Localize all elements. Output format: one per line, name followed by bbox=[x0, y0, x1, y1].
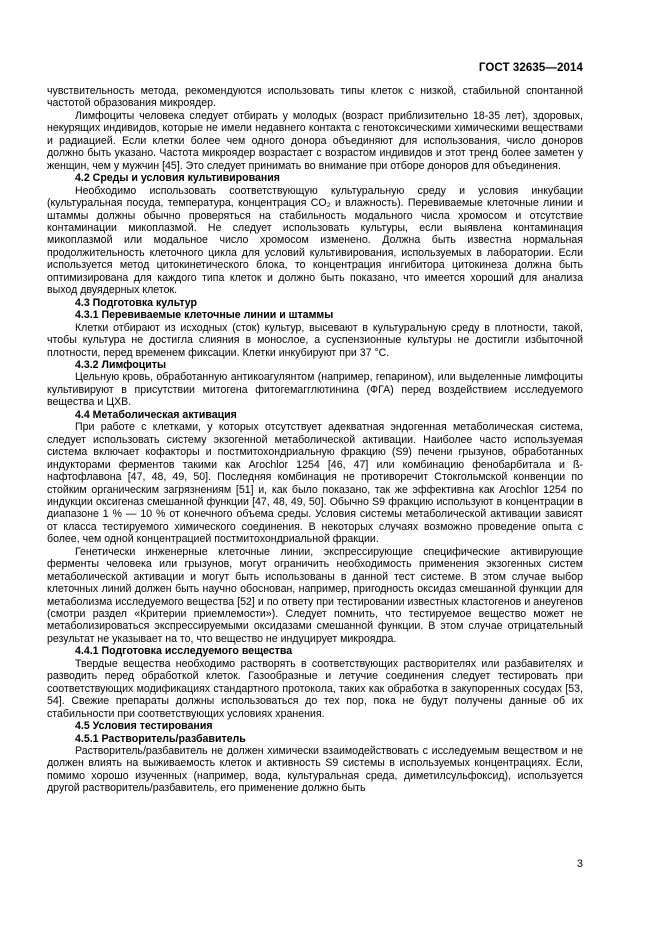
heading-4-2: 4.2 Среды и условия культивирования bbox=[75, 172, 280, 185]
para-culture-media: Необходимо использовать соответствующую культуральную среду и условия инкубации (культуральная посуда, температура, концентрация CO₂ и влажность). Перевиваемые клеточные линии и штаммы должны обычно проверяться на стабильность модального числа хромосом и отсутствие контаминации микоплазмой. Не следует использовать культуры, если выявлена контаминация микоплазмой или модальное число хромосом изменено. Должна быть известна нормальная продолжительность клеточного цикла для условий культивирования, используемых в лаборатории. Если используется метод цитокинетического блока, то концентрация ингибитора цитокинеза должна быть оптимизирована для каждого типа клеток и должно быть показано, что имеется хороший для анализа выход двуядерных клеток. bbox=[47, 184, 583, 297]
para-cell-lines: Клетки отбирают из исходных (сток) культур, высевают в культуральную среду в плотности, такой, чтобы культура не достигла слияния в монослое, а суспензионные культуры не достигли избыточной плотности, перед временем фиксации. Клетки инкубируют при 37 °С. bbox=[47, 321, 583, 359]
para-metabolic-activation: При работе с клетками, у которых отсутствует адекватная эндогенная метаболическая система, следует использовать систему экзогенной метаболической активации. Наиболее часто используемая система включает кофакторы и постмитохондриальную фракцию (S9) печени грызунов, обработанных индукторами ферментов такими как Arochlor 1254 [46, 47] или комбинацию фенобарбитала и ß-нафтофлавона [47, 48, 49, 50]. Последняя комбинация не противоречит Стокгольмской конвенции по стойким органическим загрязнениям [51] и, как было показано, так же эффективна как Arochlor 1254 по индукции оксигеназ смешанной функции [47, 48, 49, 50]. Обычно S9 фракцию используют в концентрации в диапазоне 1 % — 10 % от конечного объема среды. Условия системы метаболической активации зависят от класса тестируемого химического соединения. В некоторых случаях возможно проведение опыта с более, чем одной концентрацией постмитохондриальной фракции. bbox=[47, 421, 583, 546]
heading-4-3-2: 4.3.2 Лимфоциты bbox=[75, 358, 167, 371]
heading-4-4: 4.4 Метаболическая активация bbox=[75, 408, 237, 421]
para-test-substance: Твердые вещества необходимо растворять в соответствующих растворителях или разбавителях и разводить перед обработкой клеток. Газообразные и летучие соединения следует тестировать при соответствующих модификациях стандартного протокола, таких как обработка в закупоренных сосудах [53, 54]. Свежие препараты должны использоваться до тех пор, пока не будут получены данные об их стабильности при соответствующих условиях хранения. bbox=[47, 657, 583, 720]
para-solvent: Растворитель/разбавитель не должен химически взаимодействовать с исследуемым веществом и не должен влиять на выживаемость клеток и активность S9 системы в используемых концентрациях. Если, помимо хорошо изученных (например, вода, культуральная среда, диметилсульфоксид), используется другой растворитель/разбавитель, его применение должно быть bbox=[47, 745, 583, 795]
heading-4-4-1: 4.4.1 Подготовка исследуемого вещества bbox=[75, 645, 293, 658]
document-body bbox=[47, 85, 583, 795]
document-code: ГОСТ 32635—2014 bbox=[478, 62, 583, 74]
heading-4-3: 4.3 Подготовка культур bbox=[75, 296, 198, 309]
heading-4-5-1: 4.5.1 Растворитель/разбавитель bbox=[75, 732, 246, 745]
para-sensitivity-cont: чувствительность метода, рекомендуются использовать типы клеток с низкой, стабильной спонтанной частотой образования микроядер. bbox=[47, 85, 583, 110]
para-human-lymphocytes: Лимфоциты человека следует отбирать у молодых (возраст приблизительно 18-35 лет), здоровых, некурящих индивидов, которые не имели недавнего контакта с генотоксическими химическими веществами и радиацией. Если клетки более чем одного донора объединяют для использования, число доноров должно быть указано. Частота микроядер возрастает с возрастом индивидов и этот тренд более заметен у женщин, чем у мужчин [45]. Это следует принимать во внимание при отборе доноров для объединения. bbox=[47, 109, 583, 172]
page-number: 3 bbox=[576, 858, 583, 870]
heading-4-5: 4.5 Условия тестирования bbox=[75, 720, 213, 733]
heading-4-3-1: 4.3.1 Перевиваемые клеточные линии и штаммы bbox=[75, 309, 334, 322]
para-genetic-engineering: Генетически инженерные клеточные линии, экспрессирующие специфические активирующие ферменты человека или грызунов, могут ограничить необходимость применения экзогенных систем метаболической активации и могут быть использованы в данной тест системе. В этом случае выбор клеточных линий должен быть научно обоснован, например, пригодность оксидаз смешанной функции для метаболизма исследуемого вещества [52] и по ответу при тестировании известных кластогенов и анеугенов (смотри раздел «Критерии приемлемости»). Следует помнить, что тестируемое вещество может не метаболизироваться экспрессируемыми оксидазами смешанной функции. В этом случае отрицательный результат не указывает на то, что вещество не индуцирует микроядра. bbox=[47, 545, 583, 645]
para-lymphocytes: Цельную кровь, обработанную антикоагулянтом (например, гепарином), или выделенные лимфоциты культивируют в присутствии митогена фитогемагглютинина (ФГА) перед воздействием исследуемого вещества и ЦХВ. bbox=[47, 371, 583, 409]
